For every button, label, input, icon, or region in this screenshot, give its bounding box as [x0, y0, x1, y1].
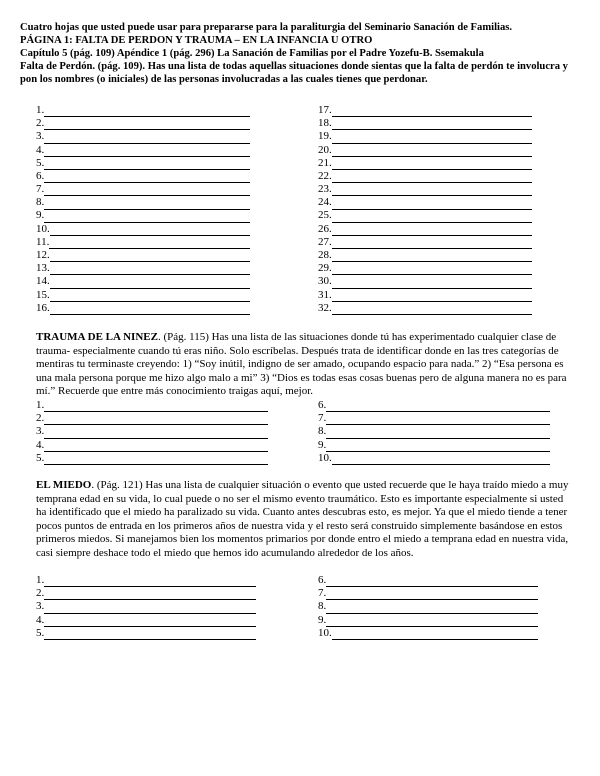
answer-blank-line[interactable] — [332, 225, 532, 236]
list-item-number: 1. — [36, 398, 45, 411]
answer-blank-line[interactable] — [332, 106, 532, 117]
answer-blank-line[interactable] — [332, 291, 532, 302]
list-item — [36, 302, 250, 315]
trauma-section-text — [36, 331, 571, 399]
list-item-number: 30. — [318, 275, 332, 288]
answer-blank-line[interactable] — [44, 603, 256, 614]
list-item-number: 20. — [318, 143, 332, 156]
list-item-number: 18. — [318, 117, 332, 130]
answer-blank-line[interactable] — [326, 603, 538, 614]
list-item — [318, 183, 532, 196]
list-item — [318, 236, 532, 249]
list-item — [318, 627, 538, 640]
list-item-number: 22. — [318, 169, 332, 182]
answer-blank-line[interactable] — [44, 441, 268, 452]
list-item-number: 5. — [36, 156, 45, 169]
trauma-list-right — [318, 399, 550, 465]
list-item — [36, 170, 250, 183]
list-item — [318, 144, 532, 157]
list-item-number: 24. — [318, 196, 332, 209]
list-item — [318, 399, 550, 412]
answer-blank-line[interactable] — [50, 251, 250, 262]
list-item-number: 26. — [318, 222, 332, 235]
list-item-number: 32. — [318, 301, 332, 314]
list-item-number: 15. — [36, 288, 50, 301]
list-item-number: 4. — [36, 143, 45, 156]
list-item — [318, 196, 532, 209]
list-item-number: 23. — [318, 183, 332, 196]
list-item-number: 1. — [36, 103, 45, 116]
list-item-number: 31. — [318, 288, 332, 301]
answer-blank-line[interactable] — [332, 278, 532, 289]
list-item — [36, 130, 250, 143]
answer-blank-line[interactable] — [332, 212, 532, 223]
answer-blank-line[interactable] — [326, 576, 538, 587]
list-item-number: 11. — [36, 235, 50, 248]
list-item-number: 8. — [318, 425, 327, 438]
list-item-number: 10. — [318, 626, 332, 639]
list-item — [318, 587, 538, 600]
list-item — [36, 210, 250, 223]
list-item-number: 9. — [36, 209, 45, 222]
list-item — [36, 104, 250, 117]
answer-blank-line[interactable] — [332, 185, 532, 196]
page-header — [20, 21, 585, 86]
list-item-number: 6. — [318, 398, 327, 411]
list-item — [36, 223, 250, 236]
header-line-1: Cuatro hojas que usted puede usar para prepararse para la paraliturgia del Seminario Sanación de Familias. — [20, 22, 513, 33]
list-item-number: 25. — [318, 209, 332, 222]
list-item — [36, 117, 250, 130]
list-item-number: 4. — [36, 438, 45, 451]
answer-blank-line[interactable] — [332, 199, 532, 210]
list-item — [318, 439, 550, 452]
trauma-title: TRAUMA DE LA NINEZ — [36, 331, 158, 343]
answer-blank-line[interactable] — [326, 414, 550, 425]
answer-blank-line[interactable] — [44, 199, 250, 210]
list-item — [36, 249, 250, 262]
list-item — [36, 183, 250, 196]
header-line-3: Capítulo 5 (pág. 109) Apéndice 1 (pág. 296) La Sanación de Familias por el Padre Yozefu-B. Ssemakula — [20, 48, 484, 59]
answer-blank-line[interactable] — [44, 454, 268, 465]
list-item-number: 6. — [318, 573, 327, 586]
list-item — [318, 170, 532, 183]
list-item-number: 3. — [36, 130, 45, 143]
list-item — [318, 600, 538, 613]
list-item — [318, 223, 532, 236]
answer-blank-line[interactable] — [332, 146, 532, 157]
list-item — [36, 627, 256, 640]
list-item-number: 10. — [36, 222, 50, 235]
header-line-4: Falta de Perdón. (pág. 109). Has una lista de todas aquellas situaciones donde sientas que la falta de perdón te involucra y pon los nombres (o iniciales) de las personas involucradas a las cuales tienes que perdonar. — [20, 61, 568, 85]
list-item — [318, 302, 532, 315]
answer-blank-line[interactable] — [326, 428, 550, 439]
list-item — [36, 399, 268, 412]
answer-blank-line[interactable] — [49, 238, 250, 249]
list-item — [36, 412, 268, 425]
list-item-number: 21. — [318, 156, 332, 169]
answer-blank-line[interactable] — [326, 441, 550, 452]
list-item — [318, 289, 532, 302]
list-item-number: 9. — [318, 438, 327, 451]
list-item-number: 27. — [318, 235, 332, 248]
list-item-number: 4. — [36, 613, 45, 626]
answer-blank-line[interactable] — [326, 401, 550, 412]
list-item-number: 29. — [318, 262, 332, 275]
list-item — [36, 452, 268, 465]
forgiveness-list-left — [36, 104, 250, 315]
answer-blank-line[interactable] — [44, 401, 268, 412]
answer-blank-line[interactable] — [332, 119, 532, 130]
list-item — [36, 196, 250, 209]
answer-blank-line[interactable] — [332, 264, 532, 275]
fear-list-right — [318, 574, 538, 640]
list-item — [318, 425, 550, 438]
answer-blank-line[interactable] — [332, 238, 532, 249]
list-item — [36, 587, 256, 600]
list-item-number: 3. — [36, 600, 45, 613]
list-item — [318, 157, 532, 170]
list-item — [318, 117, 532, 130]
list-item — [318, 262, 532, 275]
list-item — [318, 275, 532, 288]
answer-blank-line[interactable] — [44, 576, 256, 587]
list-item — [318, 104, 532, 117]
list-item-number: 6. — [36, 169, 45, 182]
list-item — [318, 412, 550, 425]
answer-blank-line[interactable] — [332, 454, 550, 465]
fear-title: EL MIEDO — [36, 479, 92, 491]
list-item — [36, 439, 268, 452]
list-item-number: 19. — [318, 130, 332, 143]
list-item-number: 1. — [36, 573, 45, 586]
trauma-body: . (Pág. 115) Has una lista de las situaciones donde tú has experimentado cualquier clase de trauma- especialmente cuando tú eras niño. Solo escríbelas. Después trata de identificar donde en las tres categorías de mentiras tu terminaste creyendo: 1) “Soy inútil, indigno de ser amado, ocupando espacio para nada.” 2) “Esa persona es una mala persona porque me hizo algo malo a mi” 3) “Dios es todas esas cosas buenas pero de alguna manera no es para mí.” Recuerde que entre más conocimiento traigas aquí, mejor. — [36, 331, 567, 397]
list-item-number: 2. — [36, 587, 45, 600]
list-item — [36, 157, 250, 170]
list-item — [36, 236, 250, 249]
list-item-number: 28. — [318, 249, 332, 262]
list-item — [36, 614, 256, 627]
header-line-2: PÁGINA 1: FALTA DE PERDON Y TRAUMA – EN LA INFANCIA U OTRO — [20, 35, 373, 46]
list-item — [36, 262, 250, 275]
answer-blank-line[interactable] — [44, 616, 256, 627]
answer-blank-line[interactable] — [50, 304, 250, 315]
list-item-number: 5. — [36, 451, 45, 464]
answer-blank-line[interactable] — [326, 589, 538, 600]
answer-blank-line[interactable] — [44, 185, 250, 196]
answer-blank-line[interactable] — [50, 225, 250, 236]
answer-blank-line[interactable] — [332, 304, 532, 315]
fear-list-left — [36, 574, 256, 640]
list-item — [36, 600, 256, 613]
list-item-number: 17. — [318, 103, 332, 116]
answer-blank-line[interactable] — [44, 629, 256, 640]
list-item-number: 2. — [36, 117, 45, 130]
answer-blank-line[interactable] — [44, 212, 250, 223]
list-item — [36, 275, 250, 288]
answer-blank-line[interactable] — [44, 428, 268, 439]
list-item — [318, 452, 550, 465]
list-item — [318, 130, 532, 143]
list-item — [36, 144, 250, 157]
list-item-number: 8. — [318, 600, 327, 613]
answer-blank-line[interactable] — [326, 616, 538, 627]
list-item-number: 12. — [36, 249, 50, 262]
answer-blank-line[interactable] — [44, 589, 256, 600]
answer-blank-line[interactable] — [332, 159, 532, 170]
list-item-number: 5. — [36, 626, 45, 639]
answer-blank-line[interactable] — [332, 133, 532, 144]
list-item-number: 14. — [36, 275, 50, 288]
answer-blank-line[interactable] — [332, 251, 532, 262]
list-item — [318, 614, 538, 627]
answer-blank-line[interactable] — [50, 278, 250, 289]
answer-blank-line[interactable] — [44, 106, 250, 117]
answer-blank-line[interactable] — [44, 146, 250, 157]
list-item-number: 7. — [36, 183, 45, 196]
list-item — [36, 574, 256, 587]
list-item — [36, 425, 268, 438]
list-item-number: 10. — [318, 451, 332, 464]
trauma-list-left — [36, 399, 268, 465]
list-item — [318, 210, 532, 223]
answer-blank-line[interactable] — [44, 133, 250, 144]
answer-blank-line[interactable] — [332, 629, 538, 640]
answer-blank-line[interactable] — [50, 291, 250, 302]
list-item-number: 13. — [36, 262, 50, 275]
answer-blank-line[interactable] — [44, 414, 268, 425]
list-item-number: 16. — [36, 301, 50, 314]
list-item-number: 3. — [36, 425, 45, 438]
list-item — [318, 574, 538, 587]
answer-blank-line[interactable] — [44, 119, 250, 130]
list-item-number: 9. — [318, 613, 327, 626]
answer-blank-line[interactable] — [44, 172, 250, 183]
list-item — [318, 249, 532, 262]
answer-blank-line[interactable] — [332, 172, 532, 183]
list-item-number: 7. — [318, 587, 327, 600]
list-item-number: 7. — [318, 412, 327, 425]
answer-blank-line[interactable] — [44, 159, 250, 170]
list-item — [36, 289, 250, 302]
list-item-number: 2. — [36, 412, 45, 425]
forgiveness-list-right — [318, 104, 532, 315]
fear-section-text — [36, 479, 571, 560]
fear-body: . (Pág. 121) Has una lista de cualquier situación o evento que usted recuerde que le haya traído miedo a muy temprana edad en su vida, lo cual puede o no ser el mismo evento traumático. Esto es importante especialmente si usted ha identificado que el miedo ha paralizado su vida. Cuanto antes descubras esto, es mejor. Ya que el miedo tiende a tener pocos puntos de entrada en los primeros años de nuestra vida y el resto será construido simplemente basándose en estos primeros miedos. Si manejamos bien los momentos primarios por donde entro el miedo a temprana edad en nuestra vida, casi siempre deshace todo el miedo que hemos ido acumulando alrededor de los años. — [36, 479, 569, 559]
list-item-number: 8. — [36, 196, 45, 209]
answer-blank-line[interactable] — [50, 264, 250, 275]
